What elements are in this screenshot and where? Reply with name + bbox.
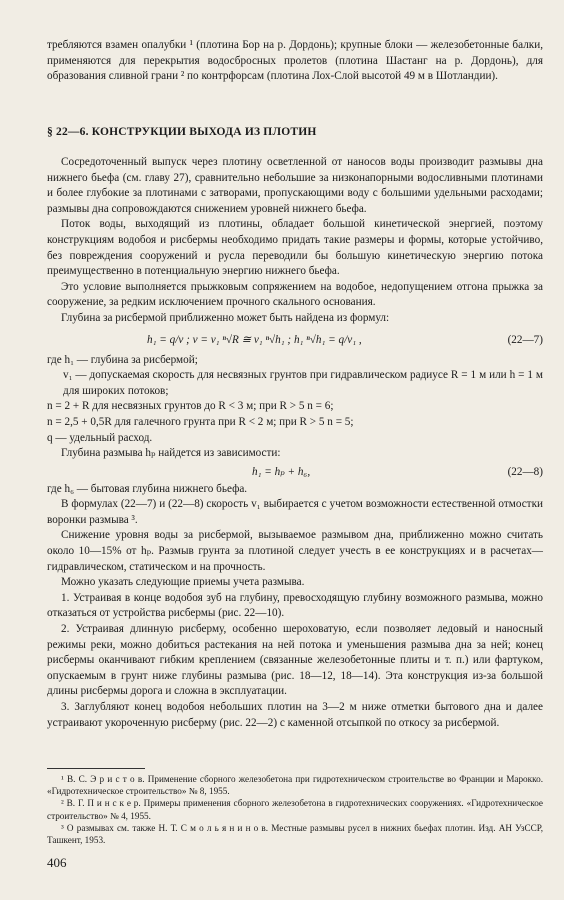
paragraph-9: 1. Устраивая в конце водобоя зуб на глубину, превосходящую глубину возможного размыва, можно отказаться от устройства рисбермы (рис. 22—10). [47,591,543,620]
footnote-2: ² В. Г. П и н с к е р. Примеры применения сборного железобетона в гидротехнических сооружениях. «Гидротехническое строительство» № 4, 1955. [47,798,543,821]
section-heading: § 22—6. КОНСТРУКЦИИ ВЫХОДА ИЗ ПЛОТИН [47,126,317,138]
paragraph-3: Это условие выполняется прыжковым сопряжением на водобое, недопущением отгона прыжка за сооружение, за редким исключением прочного скального основания. [47,280,543,309]
paragraph-11: 3. Заглубляют конец водобоя небольших плотин на 3—2 м ниже отметки бытового дна и далее устраивают укороченную рисберму (рис. 22—2) с каменной отсыпкой по откосу за рисбермой. [47,701,543,729]
paragraph-2: Поток воды, выходящий из плотины, обладает большой кинетической энергией, поэтому конструкциям водобоя и рисбермы необходимо придать такие размеры и формы, которые устойчиво, без повреждения сооружений и русла переводили бы большую кинетическую энергию потока преимущественно в потенциальную энергию нижнего бьефа. [47,218,543,278]
formula-22-7 [47,327,543,353]
definition-v1: v₁ — допускаемая скорость для несвязных грунтов при гидравлическом радиусе R = 1 м или h = 1 м для широких потоков; [63,369,543,397]
page-number: 406 [47,855,67,870]
footnote-divider [47,768,145,769]
footnote-3: ³ О размывах см. также Н. Т. С м о л ь я н и н о в. Местные размывы русел в нижних бьефах плотин. Изд. АН УзССР, Ташкент, 1953. [47,822,543,846]
definition-n-noncohesive: n = 2 + R для несвязных грунтов до R < 3 м; при R > 5 n = 6; [47,400,334,413]
paragraph-1: Сосредоточенный выпуск через плотину осветленной от наносов воды производит размывы дна нижнего бьефа (см. главу 27), сравнительно небольшие за низконапорными водосливными плотинами и более глубокие за плотинами с затворами, пропускающими воду с большими удельными расходами; размывы дна сопровождаются снижением уровней нижнего бьефа. [47,156,543,215]
definition-h6: где h₆ — бытовая глубина нижнего бьефа. [47,482,248,495]
paragraph-4: Глубина за рисбермой приближенно может быть найдена из формул: [61,311,390,324]
definition-q: q — удельный расход. [47,431,153,444]
paragraph-6: В формулах (22—7) и (22—8) скорость v₁ выбирается с учетом возможности естественной отмостки воронки размыва ³. [47,498,543,526]
intro-text-block [47,38,543,85]
formula-22-8-number: (22—8) [507,465,543,478]
definition-n-gravel: n = 2,5 + 0,5R для галечного грунта при R < 2 м; при R > 5 n = 5; [47,415,354,428]
definition-h1: где h₁ — глубина за рисбермой; [47,353,198,366]
formula-22-8-expression: h₁ = hₚ + h₆, [252,466,311,479]
formula-22-7-expression: h₁ = q/v ; v = v₁ ⁿ√R ≅ v₁ ⁿ√h₁ ; h₁ ⁿ√h₁ = q/v₁ , [147,334,362,347]
paragraph-7: Снижение уровня воды за рисбермой, вызываемое размывом дна, приближенно можно считать около 10—15% от hₚ. Размыв грунта за плотиной следует учесть в ее конструкциях и в расчетах—гидравлическом, статическом и на прочность. [47,529,543,573]
section-body [47,155,543,731]
formula-22-8 [47,462,543,482]
paragraph-8: Можно указать следующие приемы учета размыва. [61,576,305,589]
paragraph-5: Глубина размыва hₚ найдется из зависимости: [61,447,281,460]
footnote-1: ¹ В. С. Э р и с т о в. Применение сборного железобетона при гидротехническом строительстве во Франции и Марокко. «Гидротехническое строительство» № 8, 1955. [47,774,543,797]
formula-22-7-number: (22—7) [507,333,543,346]
footnotes [47,773,543,846]
paragraph-10: 2. Устраивая длинную рисберму, особенно шероховатую, если позволяет ледовый и наносный режимы реки, можно добиться растекания на ней потока и уменьшения размыва дна за ней; конец рисбермы оканчивают гибким креплением (связанные железобетонные плиты и т. п.) или фартуком, опускаемым в грунт ниже глубины размыва (рис. 18—12, 18—14). Эта конструкция из-за большой длины рисбермы дорога и сложна в эксплуатации. [47,623,543,698]
intro-paragraph: требляются взамен опалубки ¹ (плотина Бор на р. Дордонь); крупные блоки — железобетонные балки, применяются для перекрытия водосбросных пролетов (плотина Шастанг на р. Дордонь), для образования сливной грани ² по контрфорсам (плотина Лох-Слой высотой 49 м в Шотландии). [47,39,543,83]
